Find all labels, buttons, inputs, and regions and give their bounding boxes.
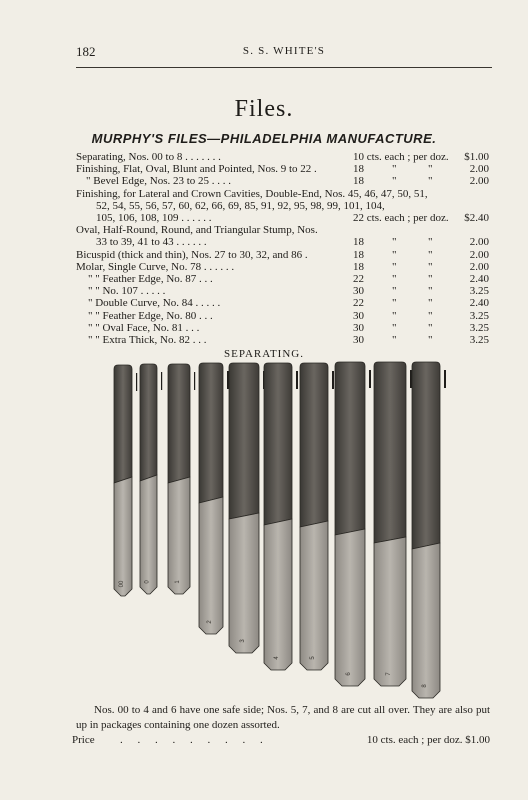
file-thickness-mark xyxy=(136,373,137,391)
ditto-mark: " xyxy=(392,285,397,298)
file-cut-section xyxy=(300,363,328,527)
item-dozen-price: $2.40 xyxy=(464,212,489,224)
file-number-stamp: 7 xyxy=(386,672,392,676)
item-description: Finishing, Flat, Oval, Blunt and Pointed, Nos. 9 to 22 . xyxy=(76,163,317,176)
separating-file xyxy=(168,364,195,594)
file-smooth-section xyxy=(374,537,406,686)
item-quantity-price: 18 xyxy=(353,175,364,188)
item-dozen-price: $1.00 xyxy=(464,151,489,163)
item-quantity-price: 22 xyxy=(353,297,364,310)
ditto-mark: " xyxy=(428,297,433,310)
separating-file xyxy=(412,362,446,698)
separating-file xyxy=(300,363,334,670)
item-quantity-price: 18 xyxy=(353,163,364,176)
item-dozen-price: 2.00 xyxy=(469,175,489,188)
footnote: Nos. 00 to 4 and 6 have one safe side; Nos. 5, 7, and 8 are cut all over. They are also put up in packages containing one dozen assorted. xyxy=(76,704,490,731)
file-cut-section xyxy=(229,363,259,519)
file-cut-section xyxy=(412,362,440,549)
file-number-stamp: 1 xyxy=(175,580,181,584)
ditto-mark: " xyxy=(392,321,397,334)
ditto-mark: " xyxy=(428,260,433,273)
ditto-mark: " xyxy=(392,163,397,176)
file-cut-section xyxy=(335,362,365,535)
file-smooth-section xyxy=(168,477,190,594)
price-line-value: 10 cts. each ; per doz. $1.00 xyxy=(366,734,490,746)
file-number-stamp: 2 xyxy=(207,620,213,624)
item-quantity-price: 10 cts. each ; per doz. xyxy=(353,151,449,163)
separating-file xyxy=(114,365,137,596)
item-dozen-price: 2.00 xyxy=(469,163,489,176)
item-description: Separating, Nos. 00 to 8 . . . . . . . xyxy=(76,151,221,163)
file-number-stamp: 00 xyxy=(119,580,125,588)
file-number-stamp: 4 xyxy=(274,656,280,660)
section-subtitle: MURPHY'S FILES—PHILADELPHIA MANUFACTURE. xyxy=(91,131,437,146)
file-thickness-mark xyxy=(444,370,446,388)
ditto-mark: " xyxy=(428,248,433,261)
file-thickness-mark xyxy=(296,371,298,389)
ditto-mark: " xyxy=(428,285,433,298)
file-cut-section xyxy=(140,364,157,481)
file-number-stamp: 6 xyxy=(346,672,352,676)
ditto-mark: " xyxy=(392,297,397,310)
ditto-mark: " xyxy=(428,334,433,346)
file-cut-section xyxy=(199,363,223,503)
item-description: 105, 106, 108, 109 . . . . . . xyxy=(96,212,212,224)
file-smooth-section xyxy=(300,521,328,670)
file-number-stamp: 3 xyxy=(240,639,246,643)
item-description: Bicuspid (thick and thin), Nos. 27 to 30, 32, and 86 . xyxy=(76,248,308,261)
file-smooth-section xyxy=(412,543,440,698)
item-quantity-price: 30 xyxy=(353,309,364,322)
item-quantity-price: 22 xyxy=(353,273,364,285)
ditto-mark: " xyxy=(392,248,397,261)
ditto-mark: " xyxy=(392,260,397,273)
item-dozen-price: 3.25 xyxy=(469,334,489,346)
ditto-mark: " xyxy=(428,163,433,176)
item-description: " " Extra Thick, No. 82 . . . xyxy=(88,334,207,346)
item-quantity-price: 18 xyxy=(353,248,364,261)
item-dozen-price: 2.40 xyxy=(469,297,489,310)
item-description: " " Feather Edge, No. 80 . . . xyxy=(88,309,213,322)
item-quantity-price: 30 xyxy=(353,285,364,298)
item-description: 33 to 39, 41 to 43 . . . . . . xyxy=(96,236,207,249)
item-dozen-price: 3.25 xyxy=(469,321,489,334)
item-dozen-price: 2.00 xyxy=(469,236,489,249)
ditto-mark: " xyxy=(392,334,397,346)
ditto-mark: " xyxy=(392,309,397,322)
price-line-label: Price xyxy=(72,734,95,746)
item-description: " Double Curve, No. 84 . . . . . xyxy=(88,297,221,310)
price-line xyxy=(72,734,490,748)
ditto-mark: " xyxy=(392,236,397,249)
separating-file xyxy=(335,362,371,686)
file-smooth-section xyxy=(264,519,292,670)
running-head: S. S. WHITE'S xyxy=(242,45,326,57)
item-description: " " Oval Face, No. 81 . . . xyxy=(88,321,200,334)
separating-file xyxy=(199,363,229,634)
page-number: 182 xyxy=(76,44,96,59)
item-quantity-price: 18 xyxy=(353,260,364,273)
item-description: " " No. 107 . . . . . xyxy=(88,285,166,298)
file-thickness-mark xyxy=(161,372,162,390)
ditto-mark: " xyxy=(428,273,433,285)
item-dozen-price: 3.25 xyxy=(469,309,489,322)
item-quantity-price: 18 xyxy=(353,236,364,249)
item-dozen-price: 2.00 xyxy=(469,248,489,261)
separating-file xyxy=(229,363,265,653)
ditto-mark: " xyxy=(428,175,433,188)
ditto-mark: " xyxy=(392,273,397,285)
item-quantity-price: 30 xyxy=(353,321,364,334)
ditto-mark: " xyxy=(428,321,433,334)
item-quantity-price: 30 xyxy=(353,334,364,346)
file-smooth-section xyxy=(229,513,259,653)
file-smooth-section xyxy=(335,529,365,686)
item-dozen-price: 2.00 xyxy=(469,260,489,273)
ditto-mark: " xyxy=(428,309,433,322)
file-cut-section xyxy=(114,365,132,483)
separating-file xyxy=(140,364,162,594)
file-cut-section xyxy=(264,363,292,525)
separating-label: SEPARATING. xyxy=(224,348,304,360)
item-description: Oval, Half-Round, Round, and Triangular Stump, Nos. xyxy=(76,224,318,237)
separating-file xyxy=(264,363,298,670)
file-number-stamp: 0 xyxy=(144,580,151,584)
item-dozen-price: 2.40 xyxy=(469,273,489,285)
ditto-mark: " xyxy=(428,236,433,249)
file-smooth-section xyxy=(140,475,157,594)
file-number-stamp: 8 xyxy=(422,684,428,688)
item-description: " Bevel Edge, Nos. 23 to 25 . . . . xyxy=(86,175,232,188)
item-description: Molar, Single Curve, No. 78 . . . . . . xyxy=(76,260,235,273)
ditto-mark: " xyxy=(392,175,397,188)
separating-file xyxy=(374,362,412,686)
item-description: 52, 54, 55, 56, 57, 60, 62, 66, 69, 85, 91, 92, 95, 98, 99, 101, 104, xyxy=(96,199,385,212)
file-number-stamp: 5 xyxy=(310,656,316,660)
file-cut-section xyxy=(374,362,406,543)
item-quantity-price: 22 cts. each ; per doz. xyxy=(353,212,449,224)
file-cut-section xyxy=(168,364,190,483)
item-description: Finishing, for Lateral and Crown Cavities, Double-End, Nos. 45, 46, 47, 50, 51, xyxy=(76,187,428,200)
item-dozen-price: 3.25 xyxy=(469,285,489,298)
file-smooth-section xyxy=(199,497,223,634)
file-thickness-mark xyxy=(369,370,371,388)
page-title: Files. xyxy=(234,96,294,122)
file-smooth-section xyxy=(114,477,132,596)
item-description: " " Feather Edge, No. 87 . . . xyxy=(88,273,213,285)
price-line-leader: . . . . . . . . . xyxy=(120,734,269,746)
file-thickness-mark xyxy=(194,372,195,390)
file-thickness-mark xyxy=(332,371,334,389)
